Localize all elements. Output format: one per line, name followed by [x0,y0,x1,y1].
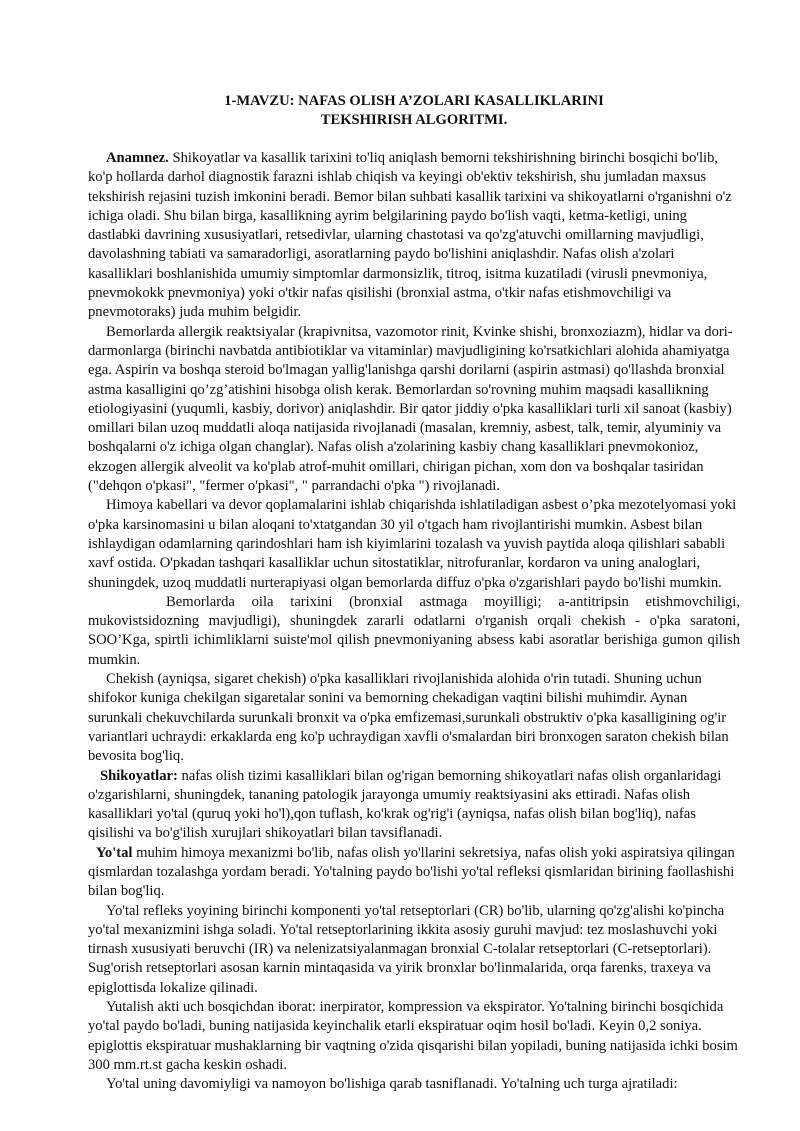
paragraph-cough-phases [88,998,740,1075]
paragraph-cough-types [88,1075,740,1094]
page-title [88,92,740,130]
paragraph-asbestos [88,496,740,592]
paragraph-cough [88,844,740,902]
paragraph-allergy [88,323,740,497]
paragraph-lead: Shikoyatlar: [100,767,178,784]
title-line-2: TEKSHIRISH ALGORITMI. [320,112,508,128]
paragraph-anamnez [88,149,740,323]
paragraph-text: Himoya kabellari va devor qoplamalarini ishlab chiqarishda ishlatiladigan asbest o’pka mezotelyomasi yoki o'pka karsinomasini u bilan aloqani to'xtatgandan 30 yil o'tgach ham rivojlantirishi mumkin. Asbest bilan ishlaydigan odamlarning qarindoshlari ham ish kiyimlarini tozalash va yuvish paytida aloqa qilishlari sababli xavf ostida. O'pkadan tashqari kasalliklar uchun sitostatiklar, nitrofuranlar, kordaron va uning analoglari, shuningdek, uzoq muddatli nurterapiyasi olgan bemorlarda diffuz o'pka o'zgarishlari paydo bo'lishi mumkin. [88,497,737,591]
paragraph-text: nafas olish tizimi kasalliklari bilan og'rigan bemorning shikoyatlari nafas olish organlaridagi o'zgarishlarni, shuningdek, tananing patologik jarayonga umumiy reaktsiyasini aks ettiradi. Nafas olish kasalliklari yo'tal (quruq yoki ho'l),qon tuflash, ko'krak og'rig'i (ayniqsa, nafas olish bilan bog'liq), nafas qisilishi va bo'g'ilish xurujlari shikoyatlari bilan tavsiflanadi. [88,767,722,842]
paragraph-lead: Yo'tal [96,844,133,861]
paragraph-text: muhim himoya mexanizmi bo'lib, nafas olish yo'llarini sekretsiya, nafas olish yoki aspiratsiya qilingan qismlardan tozalashga yordam beradi. Yo'talning paydo bo'lishi yo'tal refleksi qismlaridan birining faollashishi bilan bog'liq. [88,844,735,900]
paragraph-complaints [88,767,740,844]
document-page [88,92,740,1095]
title-line-1: 1-MAVZU: NAFAS OLISH A’ZOLARI KASALLIKLARINI [224,93,604,109]
paragraph-text: Yo'tal refleks yoyining birinchi komponenti yo'tal retseptorlari (CR) bo'lib, ularning qo'zg'alishi ko'pincha yo'tal mexanizmini ishga soladi. Yo'tal retseptorlarining ikkita asosiy guruhi mavjud: tez moslashuvchi yoki tirnash xususiyati beruvchi (IR) va nelenizatsiyalanmagan bronxial C-tolalar retseptorlari (C-retseptorlari). Sug'orish retseptorlari asosan karnin mintaqasida va yirik bronxlar bo'linmalarida, orqa farenks, traxeya va epiglottisda lokalize qilinadi. [88,902,725,996]
paragraph-text: Bemorlarda oila tarixini (bronxial astmaga moyilligi; a-antitripsin etishmovchiligi, mukovistsidozning mavjudligi), shuningdek zararli odatlarni o'rganish orqali chekish - o'pka saratoni, SOO’Kga, spirtli ichimliklarni suiste'mol qilish pnevmoniyaning absess kabi asoratlar berishiga gumon qilish mumkin. [88,593,740,668]
paragraph-text: Chekish (ayniqsa, sigaret chekish) o'pka kasalliklari rivojlanishida alohida o'rin tutadi. Shuning uchun shifokor kuniga chekilgan sigaretalar sonini va bemorning chekadigan vaqtini bilishi muhimdir. Aynan surunkali chekuvchilarda surunkali bronxit va o'pka emfizemasi,surunkali obstruktiv o'pka kasalligining og'ir variantlari uchraydi: erkaklarda eng ko'p uchraydigan xavfli o'smalardan biri bronxogen saraton chekish bilan bevosita bog'liq. [88,671,729,765]
paragraph-text: Shikoyatlar va kasallik tarixini to'liq aniqlash bemorni tekshirishning birinchi bosqichi bo'lib, ko'p hollarda darhol diagnostik farazni ishlab chiqish va keyingi ob'ektiv tekshirish, shu jumladan maxsus tekshirish rejasini tuzish imkonini beradi. Bemor bilan suhbati kasallik tarixini va shikoyatlarni o'rganishni o'z ichiga oladi. Shu bilan birga, kasallikning ayrim belgilarining paydo bo'lish vaqti, ketma-ketligi, uning dastlabki davrining xususiyatlari, retsedivlar, ularning chastotasi va qo'zg'atuvchi omillarning mavjudligi, davolashning tabiati va samaradorligi, asoratlarning paydo bo'lishini aniqlashdir. Nafas olish a'zolari kasalliklari boshlanishida umumiy simptomlar darmonsizlik, titroq, isitma kuzatiladi (virusli pnevmoniya, pnevmokokk pnevmoniya) yoki o'tkir nafas qisilishi (bronxial astma, o'tkir nafas etishmovchiligi va pnevmotoraks) juda muhim belgidir. [88,150,732,321]
paragraph-text: Yo'tal uning davomiyligi va namoyon bo'lishiga qarab tasniflanadi. Yo'talning uch turga ajratiladi: [106,1076,678,1093]
paragraph-smoking [88,670,740,766]
paragraph-lead: Anamnez. [106,150,169,166]
paragraph-text: Yutalish akti uch bosqichdan iborat: inerpirator, kompression va ekspirator. Yo'talning birinchi bosqichida yo'tal paydo bo'ladi, buning natijasida keyinchalik etarli ekspiratuar oqim hosil bo'ladi. Keyin 0,2 soniya. epiglottis ekspiratuar mushaklarning bir vaqtning o'zida qisqarishi bilan yopiladi, buning natijasida ichki bosim 300 mm.rt.st gacha keskin oshadi. [88,999,738,1073]
paragraph-family-history [88,593,740,670]
paragraph-text: Bemorlarda allergik reaktsiyalar (krapivnitsa, vazomotor rinit, Kvinke shishi, bronxoziazm), hidlar va dori-darmonlarga (birinchi navbatda antibiotiklar va vitaminlar) mavjudligining ko'rsatkichlari alohida ahamiyatga ega. Aspirin va boshqa steroid bo'lmagan yallig'lanishga qarshi dorilarni (aspirin astmasi) qo'llashda bronxial astma kasalligini qo’zg’atishini hisobga olish kerak. Bemorlardan so'rovning muhim maqsadi kasallikning etiologiyasini (yuqumli, kasbiy, dorivor) aniqlashdir. Bir qator jiddiy o'pka kasalliklari turli xil sanoat (kasbiy) omillari bilan uzoq muddatli aloqa natijasida rivojlanadi (masalan, kremniy, asbest, talk, temir, alyuminiy va boshqalarni o'z ichiga olgan changlar). Nafas olish a'zolarining kasbiy chang kasalliklari pnevmokonioz, ekzogen allergik alveolit va ko'plab atrof-muhit omillari, chirigan pichan, xom don va boshqalar tasiridan ("dehqon o'pkasi", "fermer o'pkasi", " parrandachi o'pka ") rivojlanadi. [88,323,733,495]
paragraph-cough-receptors [88,902,740,998]
